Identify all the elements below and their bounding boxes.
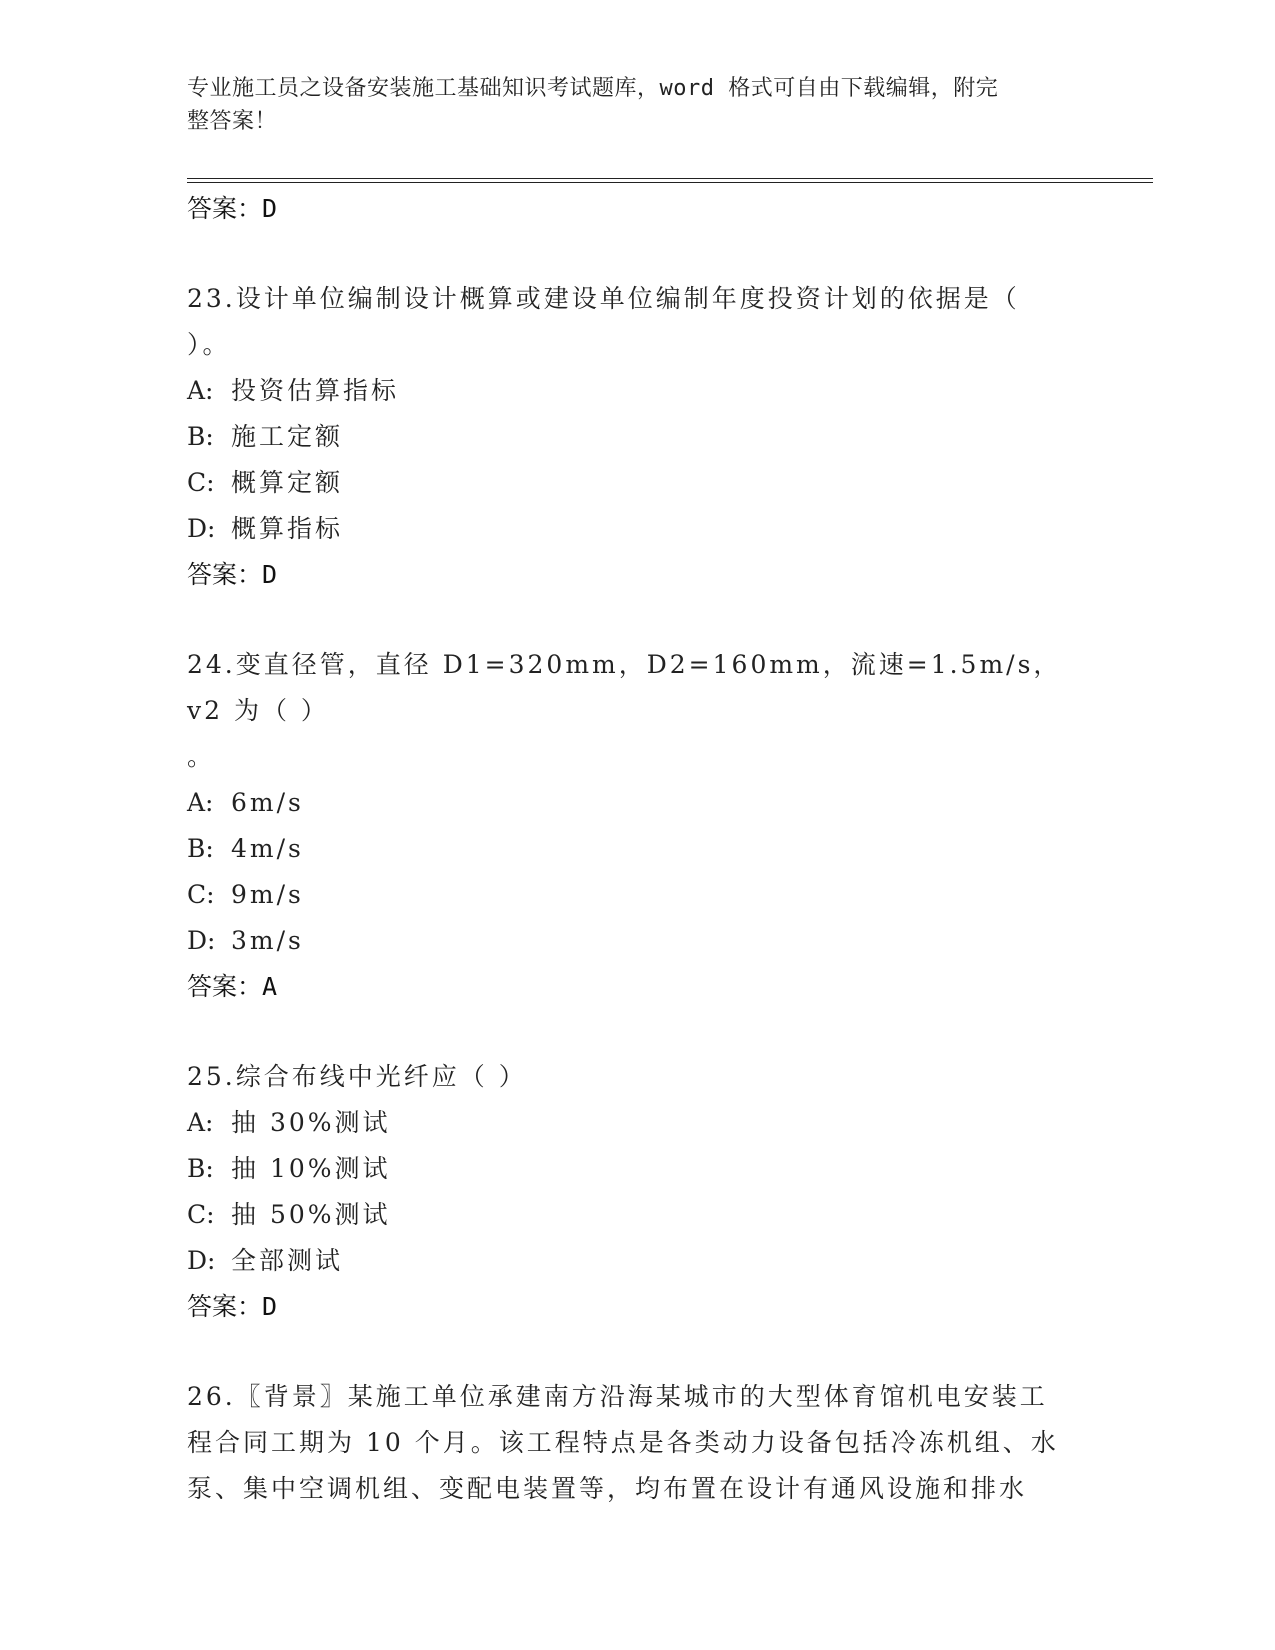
option-label: C: [187, 1200, 215, 1229]
option-text: 3m/s [231, 926, 304, 955]
question-text-line: ）。 [187, 330, 231, 359]
answer: 答案：A [187, 972, 278, 1001]
option-c [187, 872, 1087, 918]
question-25 [187, 1054, 1087, 1330]
question-text-line: 程合同工期为 10 个月。该工程特点是各类动力设备包括冷冻机组、水 [187, 1428, 1059, 1457]
option-label: B: [187, 422, 214, 451]
option-a [187, 1100, 1087, 1146]
option-label: B: [187, 1154, 214, 1183]
option-text: 投资估算指标 [231, 376, 400, 405]
option-text: 全部测试 [231, 1246, 344, 1275]
option-d [187, 918, 1087, 964]
question-text-line: 25.综合布线中光纤应（ ） [187, 1062, 527, 1091]
option-text: 概算指标 [231, 514, 344, 543]
header-line-1: 专业施工员之设备安装施工基础知识考试题库，word 格式可自由下载编辑，附完 [187, 76, 999, 101]
option-c [187, 1192, 1087, 1238]
option-d [187, 506, 1087, 552]
option-label: B: [187, 834, 214, 863]
option-label: D: [187, 1246, 216, 1275]
option-c [187, 460, 1087, 506]
option-a [187, 780, 1087, 826]
question-23 [187, 276, 1087, 598]
question-text-line: 。 [187, 742, 216, 771]
answer: 答案：D [187, 560, 278, 589]
option-text: 4m/s [231, 834, 304, 863]
option-text: 概算定额 [231, 468, 344, 497]
header-divider [187, 178, 1153, 183]
option-text: 抽 50%测试 [231, 1200, 391, 1229]
answer: 答案：D [187, 1292, 278, 1321]
question-text-line: 23.设计单位编制设计概算或建设单位编制年度投资计划的依据是（ [187, 284, 1020, 313]
prev-answer: 答案：D [187, 194, 278, 223]
option-text: 9m/s [231, 880, 304, 909]
option-label: C: [187, 468, 215, 497]
question-24 [187, 642, 1087, 1010]
option-text: 抽 30%测试 [231, 1108, 391, 1137]
option-text: 施工定额 [231, 422, 344, 451]
option-b [187, 826, 1087, 872]
question-text-line: 24.变直径管，直径 D1=320mm，D2=160mm，流速=1.5m/s，v2 为（ ） [187, 650, 1062, 725]
question-text-line: 泵、集中空调机组、变配电装置等，均布置在设计有通风设施和排水 [187, 1474, 1028, 1503]
document-body [187, 186, 1087, 1512]
option-label: A: [187, 788, 214, 817]
option-text: 抽 10%测试 [231, 1154, 391, 1183]
option-b [187, 1146, 1087, 1192]
option-label: D: [187, 514, 216, 543]
option-b [187, 414, 1087, 460]
question-26 [187, 1374, 1087, 1512]
option-label: D: [187, 926, 216, 955]
option-label: A: [187, 1108, 214, 1137]
option-label: C: [187, 880, 215, 909]
header-line-2: 整答案！ [187, 109, 278, 134]
option-text: 6m/s [231, 788, 304, 817]
option-a [187, 368, 1087, 414]
question-text-line: 26.〖背景〗某施工单位承建南方沿海某城市的大型体育馆机电安装工 [187, 1382, 1048, 1411]
option-d [187, 1238, 1087, 1284]
option-label: A: [187, 376, 214, 405]
document-header [187, 72, 1067, 138]
